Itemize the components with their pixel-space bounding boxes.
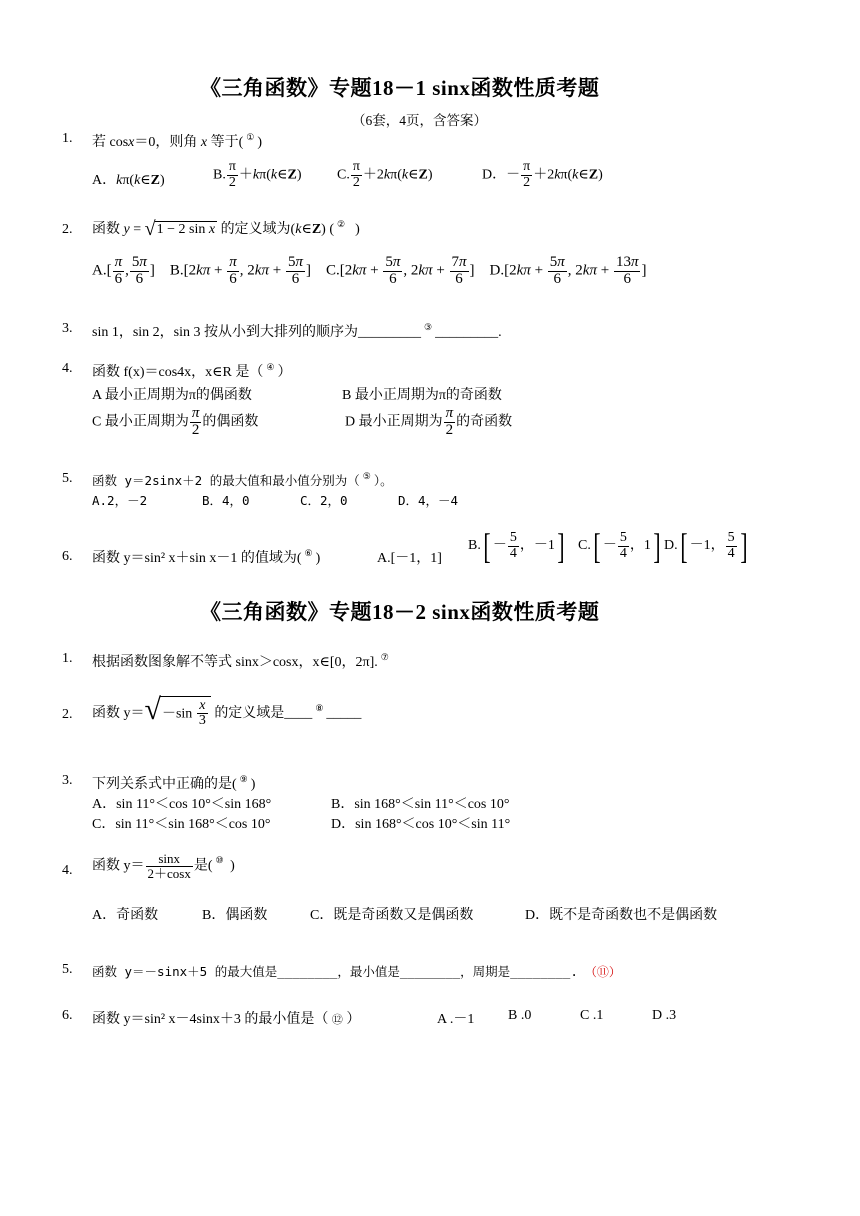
question-4-option-a: A．奇函数 [92,908,159,923]
question-6-option-c: C.[ － $\frac{5}{4}$ ，1] [578,526,661,566]
question-1-option-c: C. $\frac{\pi}{2}$ ＋2kπ(k∈Z) [337,159,433,190]
section1-subtitle: （6套，4页，含答案） [352,113,487,128]
question-3-option-c: C．sin 11°＜sin 168°＜cos 10° [92,817,271,832]
question-6-stem: 函数 y＝sin² x＋sin x－1 的值域为( ⑥ ) [92,548,321,566]
question-6-option-a: A .－1 [437,1012,475,1027]
question-4-option-d: D．既不是奇函数也不是偶函数 [525,908,718,923]
question-2-stem: 函数 y＝√－sin $\frac{x}{3}$ 的定义域是____ ⑧ _____ [92,693,362,729]
question-number: 1. [62,131,73,146]
question-number: 2. [62,222,73,237]
question-6-option-b: B .0 [508,1008,532,1023]
question-number: 6. [62,549,73,564]
question-6-option-d: D .3 [652,1008,677,1023]
question-5-text: 函数 y＝－sinx＋5 的最大值是________，最小值是________，周期是________. （⑪） [92,964,621,979]
question-1-stem: 若 cosx＝0，则角 x 等于( ① ) [92,132,263,150]
answer-marker: （⑪） [584,965,621,979]
question-number: 1. [62,651,73,666]
question-5-option-b: B．4，0 [202,493,250,508]
answer-marker: ② [337,219,346,229]
question-6-option-c: C .1 [580,1008,604,1023]
answer-marker: ① [246,132,255,142]
answer-marker: ⑧ [315,703,324,713]
answer-marker: ④ [266,362,275,372]
answer-marker: ⑨ [239,774,248,784]
question-1-text: 根据函数图象解不等式 sinx＞cosx，x∈[0，2π]. ⑦ [92,652,389,670]
question-5-option-d: D．4，－4 [398,493,459,508]
question-3-option-a: A．sin 11°＜cos 10°＜sin 168° [92,797,272,812]
question-4-option-a: A 最小正周期为π的偶函数 [92,388,252,403]
question-4-option-c: C 最小正周期为 $\frac{\pi}{2}$ 的偶函数 [92,405,259,438]
question-number: 4. [62,361,73,376]
question-6-stem: 函数 y＝sin² x－4sinx＋3 的最小值是（ ⑫ ） [92,1012,361,1027]
answer-marker: ⑤ [362,472,371,482]
answer-marker: ⑫ [331,1014,343,1026]
question-1-option-b: B. $\frac{\pi}{2}$ ＋kπ(k∈Z) [213,159,302,190]
question-3-option-b: B．sin 168°＜sin 11°＜cos 10° [331,797,510,812]
question-5-option-c: C．2，0 [300,493,348,508]
question-number: 5. [62,962,73,977]
question-6-option-a: A.[－1，1] [377,551,442,566]
question-number: 3. [62,773,73,788]
question-2-options: A.[ $\frac{\pi}{6}$ , $\frac{5\pi}{6}$ ] B.[2kπ + $\frac{\pi}{6}$ , 2kπ + $\frac{5\pi}{6}$ ] C.[2kπ + $\frac{5\pi}{6}$ , 2kπ + $\frac{7\pi}{6}$ ] D.[2kπ + $\frac{5\pi}{6}$ , 2kπ + $\frac{13\pi}{6}$ ] [92,254,647,287]
question-6-option-b: B.[ － $\frac{5}{4}$ ，－1] [468,526,565,566]
answer-marker: ⑩ [215,855,224,866]
question-5-stem: 函数 y＝2sinx＋2 的最大值和最小值分别为（ ⑤ ）。 [92,472,393,488]
question-1-option-d: D．－ $\frac{\pi}{2}$ ＋2kπ(k∈Z) [482,159,603,190]
question-5-option-a: A.2，－2 [92,493,148,508]
question-number: 5. [62,471,73,486]
section1-title: 《三角函数》专题18－1 sinx函数性质考题 [200,76,600,100]
question-3-text: sin 1，sin 2，sin 3 按从小到大排列的顺序为_________ ③ _________. [92,322,502,340]
section2-title: 《三角函数》专题18－2 sinx函数性质考题 [200,600,600,624]
answer-marker: ⑦ [380,652,389,662]
question-4-option-b: B．偶函数 [202,908,268,923]
question-number: 4. [62,863,73,878]
question-4-option-d: D 最小正周期为 $\frac{\pi}{2}$ 的奇函数 [345,405,513,438]
answer-marker: ⑥ [304,548,313,558]
question-number: 2. [62,707,73,722]
question-1-option-a: A．kπ(k∈Z) [92,173,165,188]
answer-marker: ③ [424,322,433,332]
question-3-stem: 下列关系式中正确的是( ⑨ ) [92,774,256,792]
question-4-stem: 函数 y＝ $\frac{\sin x}{2+\cos x}$ 是( ⑩ ) [92,851,235,881]
question-6-option-d: D.[ －1， $\frac{5}{4}$ ] [664,526,748,566]
question-3-option-d: D．sin 168°＜cos 10°＜sin 11° [331,817,511,832]
question-4-option-c: C．既是奇函数又是偶函数 [310,908,474,923]
question-number: 3. [62,321,73,336]
question-2-stem: 函数 y = √1 − 2 sin x 的定义域为(k∈Z) ( ② ) [92,218,360,240]
question-4-option-b: B 最小正周期为π的奇函数 [342,388,502,403]
question-number: 6. [62,1008,73,1023]
question-4-stem: 函数 f(x)＝cos4x，x∈R 是（ ④ ） [92,362,292,380]
